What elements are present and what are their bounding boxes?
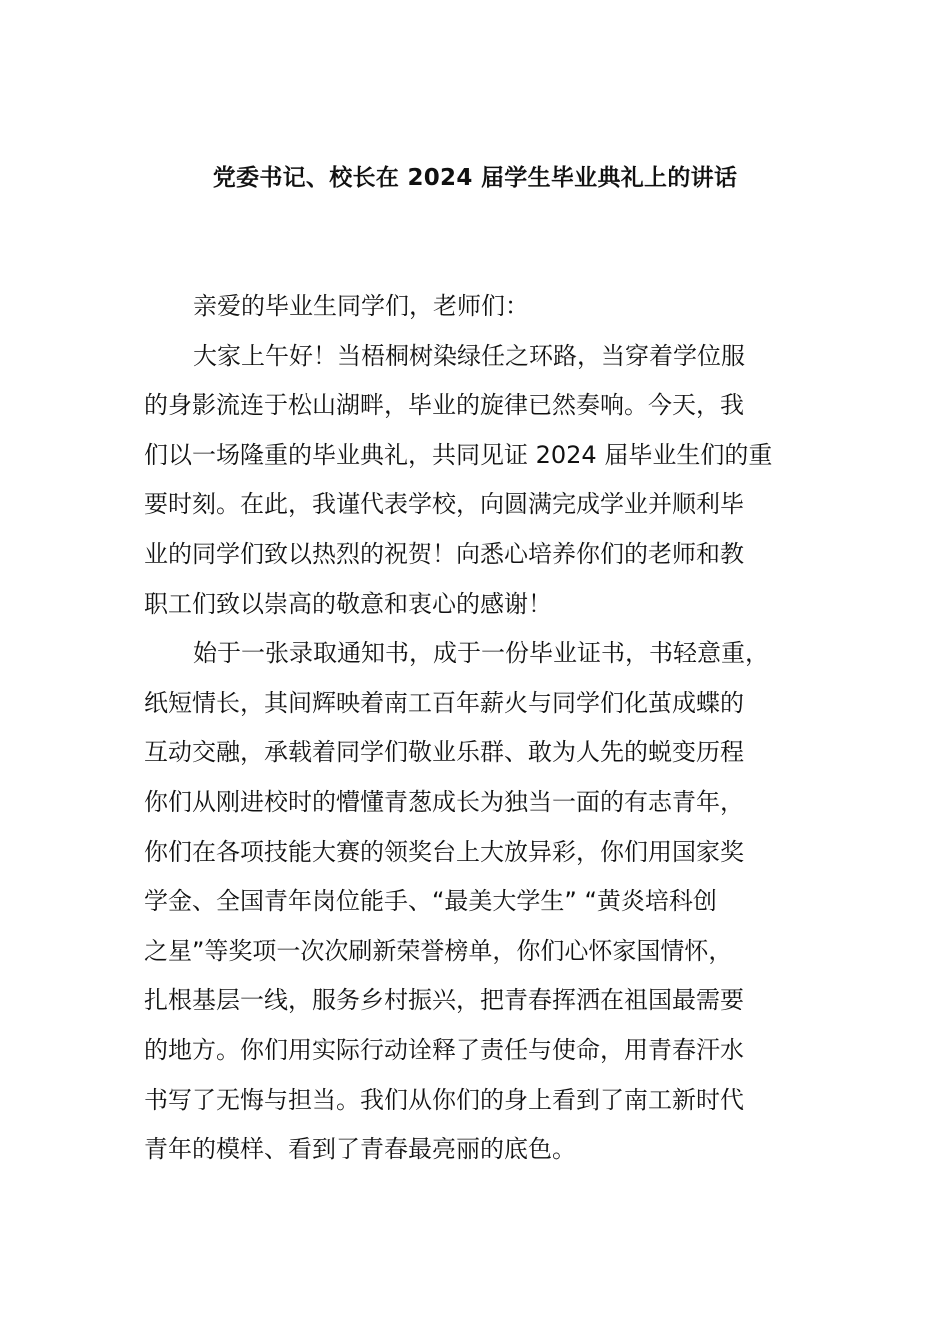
paragraph-2-line: 你们从刚进校时的懵懂青葱成长为独当一面的有志青年，: [144, 787, 744, 816]
paragraph-1-line: 职工们致以崇高的敬意和衷心的感谢！: [144, 589, 552, 618]
salutation-line: 亲爱的毕业生同学们，老师们：: [193, 292, 529, 320]
document-body: [144, 282, 824, 1175]
paragraph-1-line: 大家上午好！当梧桐树染绿任之环路，当穿着学位服: [193, 341, 745, 370]
paragraph-1-line: 要时刻。在此，我谨代表学校，向圆满完成学业并顺利毕: [144, 490, 744, 519]
paragraph-2-line: 书写了无悔与担当。我们从你们的身上看到了南工新时代: [144, 1085, 744, 1114]
paragraph-2-line: 青年的模样、看到了青春最亮丽的底色。: [144, 1135, 576, 1164]
paragraph-2-line: 始于一张录取通知书，成于一份毕业证书，书轻意重，: [193, 639, 769, 668]
paragraph-1-line: 的身影流连于松山湖畔，毕业的旋律已然奏响。今天，我: [144, 391, 744, 420]
paragraph-2-line: 扎根基层一线，服务乡村振兴，把青春挥洒在祖国最需要: [144, 986, 744, 1015]
paragraph-2-line: 纸短情长，其间辉映着南工百年薪火与同学们化茧成蝶的: [144, 688, 744, 717]
paragraph-2-line: 的地方。你们用实际行动诠释了责任与使命，用青春汗水: [144, 1035, 744, 1064]
document-title: 党委书记、校长在 2024 届学生毕业典礼上的讲话: [212, 165, 738, 191]
paragraph-2-line: 你们在各项技能大赛的领奖台上大放异彩，你们用国家奖: [144, 837, 744, 866]
paragraph-1-line: 们以一场隆重的毕业典礼，共同见证 2024 届毕业生们的重: [144, 440, 773, 469]
paragraph-2-line: 互动交融，承载着同学们敬业乐群、敢为人先的蜕变历程: [144, 738, 744, 767]
paragraph-2-line: 学金、全国青年岗位能手、“最美大学生” “黄炎培科创: [144, 887, 717, 916]
paragraph-1-line: 业的同学们致以热烈的祝贺！向悉心培养你们的老师和教: [144, 539, 744, 568]
paragraph-2-line: 之星”等奖项一次次刷新荣誉榜单，你们心怀家国情怀，: [144, 936, 733, 965]
